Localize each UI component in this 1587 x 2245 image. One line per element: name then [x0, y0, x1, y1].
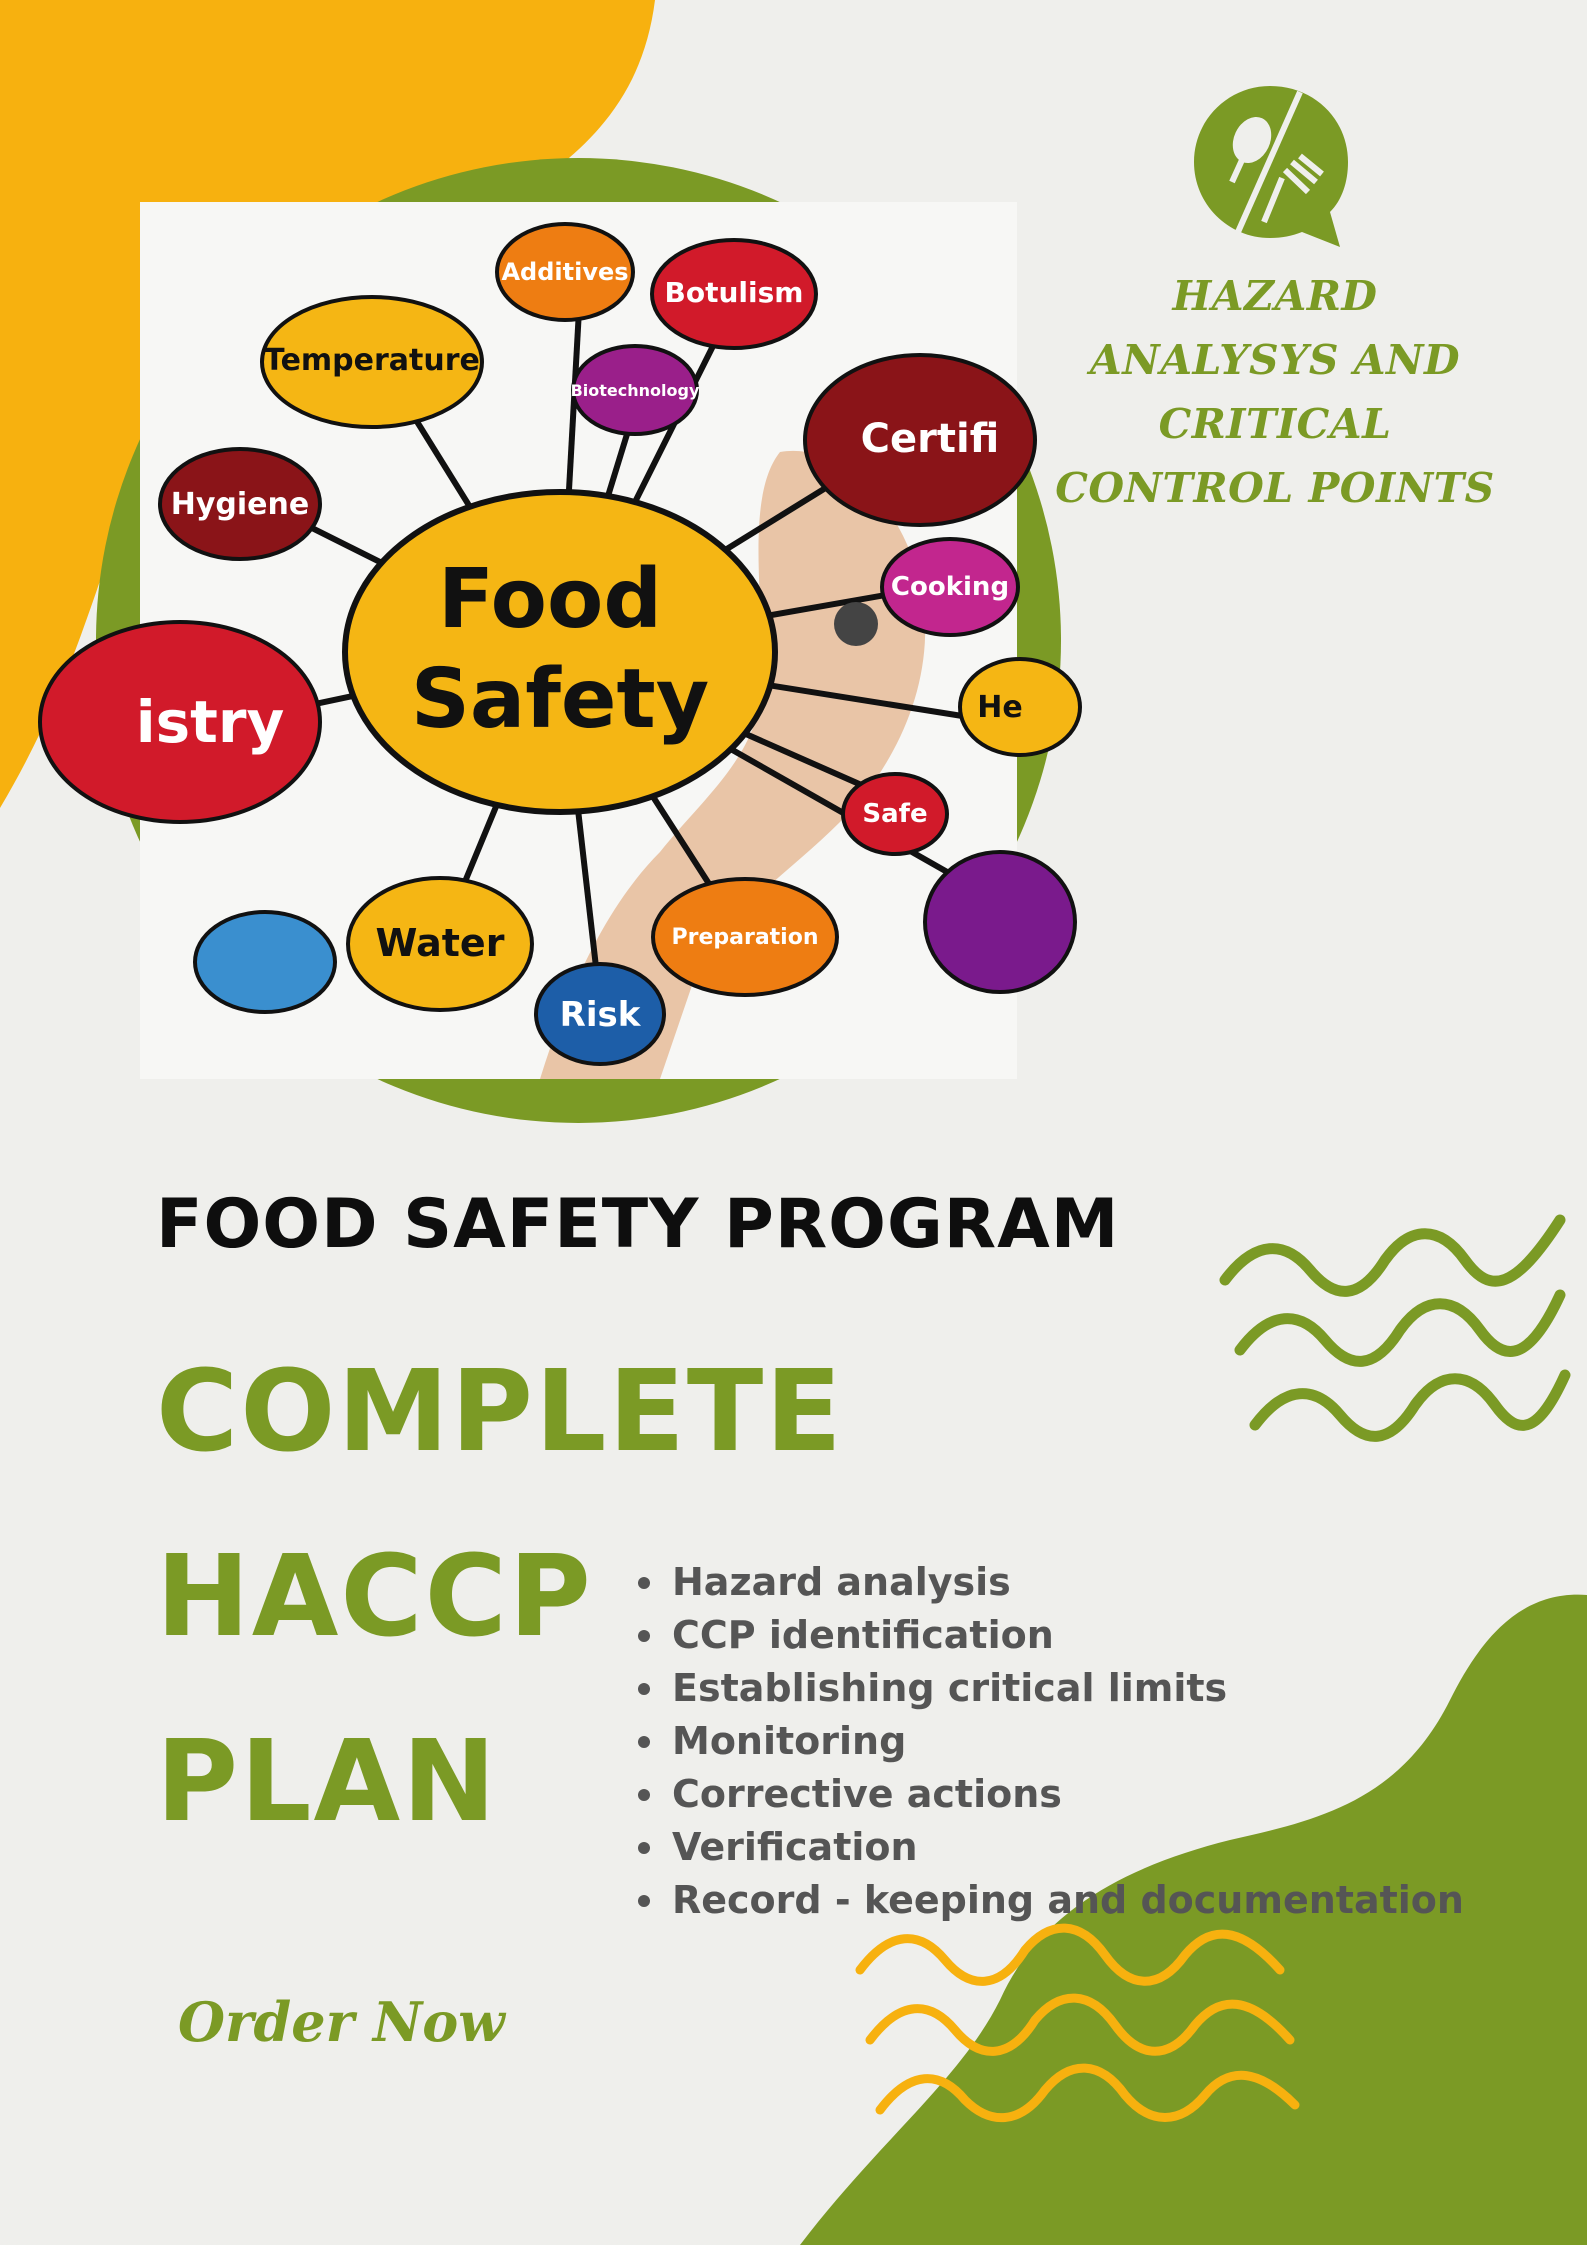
bullet-icon [638, 1630, 650, 1642]
node-cooking: Cooking [890, 572, 1010, 602]
list-item [632, 1874, 1464, 1927]
list-item [632, 1821, 1464, 1874]
node-additives: Additives [501, 258, 629, 286]
center-label-line2: Safety [410, 652, 710, 747]
node-risk: Risk [559, 995, 641, 1035]
list-item-text: Verification [672, 1825, 918, 1869]
haccp-subtitle: HAZARD ANALYSYS AND CRITICAL CONTROL POINTS [1055, 272, 1495, 512]
node-safe: Safe [862, 799, 928, 829]
bullet-icon [638, 1736, 650, 1748]
node-water: Water [375, 921, 505, 965]
bullet-icon [638, 1895, 650, 1907]
fork-spoon-speech-bubble-icon [1190, 82, 1358, 250]
node-preparation: Preparation [671, 925, 819, 950]
list-item [632, 1609, 1464, 1662]
program-label: FOOD SAFETY PROGRAM [156, 1185, 1120, 1264]
list-item-text: Record - keeping and documentation [672, 1878, 1464, 1922]
bullet-icon [638, 1842, 650, 1854]
mindmap-illustration [135, 202, 1023, 1079]
bullet-icon [638, 1683, 650, 1695]
list-item [632, 1768, 1464, 1821]
center-label-line1: Food [437, 552, 663, 647]
node-hygiene: Hygiene [170, 487, 310, 522]
list-item [632, 1556, 1464, 1609]
node-certification: Certifi [860, 416, 1000, 462]
bullet-icon [638, 1789, 650, 1801]
list-item-text: Hazard analysis [672, 1560, 1011, 1604]
list-item-text: Monitoring [672, 1719, 907, 1763]
list-item-text: Corrective actions [672, 1772, 1062, 1816]
list-item-text: CCP identification [672, 1613, 1054, 1657]
main-title-line1: COMPLETE HACCP [156, 1347, 844, 1662]
list-item-text: Establishing critical limits [672, 1666, 1228, 1710]
node-biotechnology: Biotechnology [570, 381, 700, 400]
main-title-line2: PLAN [156, 1717, 498, 1847]
bullet-icon [638, 1577, 650, 1589]
node-temperature: Temperature [264, 343, 480, 378]
food-safety-mindmap-image [135, 202, 1023, 1079]
node-industry: istry [135, 688, 285, 756]
node-health: He [977, 690, 1023, 725]
order-now-button[interactable]: Order Now [178, 1990, 505, 2054]
green-squiggle-decoration [1215, 1200, 1575, 1450]
haccp-steps-list [632, 1556, 1464, 1927]
list-item [632, 1662, 1464, 1715]
list-item [632, 1715, 1464, 1768]
orange-squiggle-decoration [850, 1910, 1300, 2120]
node-botulism: Botulism [664, 276, 804, 309]
